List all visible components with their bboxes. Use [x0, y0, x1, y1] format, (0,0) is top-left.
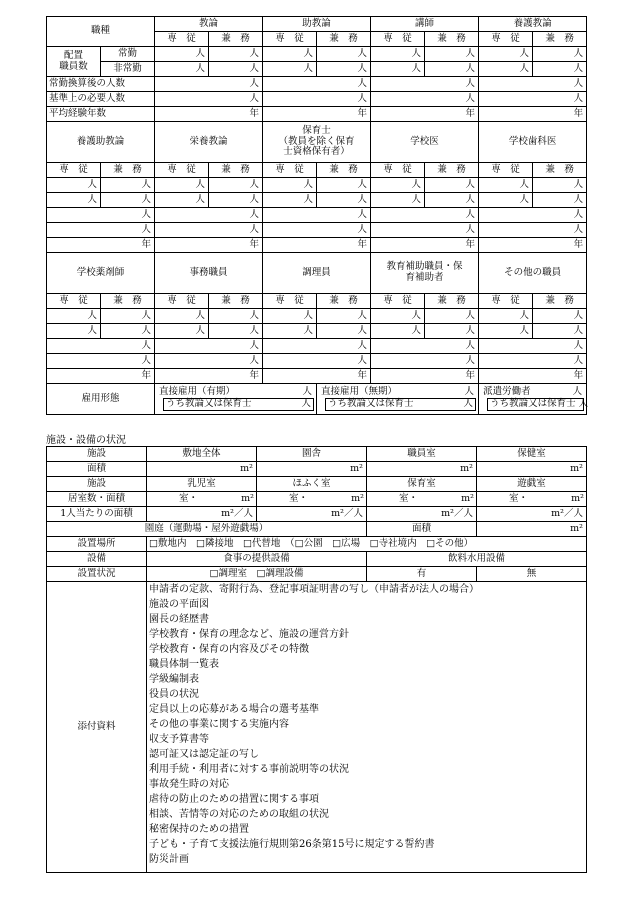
facility-header: 園舎: [257, 447, 367, 462]
summary-cell[interactable]: 人: [155, 339, 263, 354]
count-cell[interactable]: 人: [425, 178, 479, 193]
attachment-item: 職員体制一覧表: [149, 659, 219, 670]
table-row: [47, 507, 587, 522]
attachment-item: 学校教育・保育の理念など、施設の運営方針: [149, 629, 349, 640]
count-cell[interactable]: 人: [479, 62, 533, 77]
table-row: [47, 223, 587, 238]
summary-cell[interactable]: 年: [371, 107, 479, 122]
count-cell[interactable]: 人: [317, 324, 371, 339]
summary-cell[interactable]: 年: [263, 369, 371, 384]
sub-header: 兼 務: [101, 163, 155, 178]
sub-header: 専 従: [479, 163, 533, 178]
attachment-item: 申請者の定款、寄附行為、登記事項証明書の写し（申請者が法人の場合）: [149, 584, 479, 595]
facility-header: 遊戯室: [477, 477, 587, 492]
job-column-header: 学校薬剤師: [47, 253, 155, 294]
table-row: [47, 17, 587, 32]
table-row: [47, 552, 587, 567]
count-cell[interactable]: 人: [479, 309, 533, 324]
rooms-cell[interactable]: 室・ m²: [367, 492, 477, 507]
summary-cell[interactable]: 人: [371, 208, 479, 223]
rooms-cell[interactable]: 室・ m²: [257, 492, 367, 507]
per-person-cell[interactable]: m²／人: [147, 507, 257, 522]
rooms-label: 居室数・面積: [47, 492, 147, 507]
staff-table: [46, 16, 587, 415]
area-label: 面積: [47, 462, 147, 477]
job-column-header: 事務職員: [155, 253, 263, 294]
summary-cell[interactable]: 年: [371, 369, 479, 384]
count-cell[interactable]: 人: [533, 178, 587, 193]
count-cell[interactable]: 人: [209, 62, 263, 77]
count-cell[interactable]: 人: [533, 193, 587, 208]
count-cell[interactable]: 人: [425, 47, 479, 62]
sub-header: 専 従: [263, 294, 317, 309]
summary-cell[interactable]: 人: [155, 77, 263, 92]
employment-type-label: 雇用形態: [47, 384, 155, 415]
area-cell[interactable]: m²: [147, 462, 257, 477]
summary-cell[interactable]: 年: [479, 369, 587, 384]
attachment-item: 子ども・子育て支援法施行規則第26条第15号に規定する誓約書: [149, 839, 435, 850]
sub-header: 兼 務: [317, 163, 371, 178]
job-column-header: 学校医: [371, 122, 479, 163]
count-cell[interactable]: 人: [209, 324, 263, 339]
summary-cell[interactable]: 年: [47, 369, 155, 384]
dispatch-worker[interactable]: 派遣労働者 人 うち教論又は保育士 人: [479, 384, 587, 415]
count-cell[interactable]: 人: [533, 324, 587, 339]
facility-header: 保健室: [477, 447, 587, 462]
summary-row-label: 常勤換算後の人数: [47, 77, 155, 92]
sub-header: 兼 務: [209, 163, 263, 178]
count-cell[interactable]: 人: [317, 193, 371, 208]
area-cell[interactable]: m²: [257, 462, 367, 477]
food-equipment-header: 食事の提供設備: [147, 552, 367, 567]
job-column-header: 調理員: [263, 253, 371, 294]
area-cell[interactable]: m²: [367, 462, 477, 477]
table-row: [47, 294, 587, 309]
direct-fixed-term[interactable]: 直接雇用（有期） 人 うち教論又は保育士 人: [155, 384, 317, 415]
staff-count-label: 配置 職員数: [47, 47, 101, 77]
table-row: [47, 178, 587, 193]
summary-cell[interactable]: 年: [479, 238, 587, 253]
count-cell[interactable]: 人: [47, 324, 101, 339]
summary-cell[interactable]: 人: [371, 92, 479, 107]
job-column-header: 栄養教論: [155, 122, 263, 163]
table-row: [47, 354, 587, 369]
summary-cell[interactable]: 年: [155, 369, 263, 384]
table-row: [47, 309, 587, 324]
summary-cell[interactable]: 人: [371, 223, 479, 238]
sub-header: 専 従: [263, 32, 317, 47]
count-cell[interactable]: 人: [209, 178, 263, 193]
count-cell[interactable]: 人: [425, 324, 479, 339]
job-column-header: 講師: [371, 17, 479, 32]
sub-header: 兼 務: [533, 294, 587, 309]
attachment-item: 虐待の防止のための措置に関する事項: [149, 794, 319, 805]
yard-area-cell[interactable]: m²: [477, 522, 587, 537]
count-cell[interactable]: 人: [101, 324, 155, 339]
equipment-label: 設備: [47, 552, 147, 567]
count-cell[interactable]: 人: [263, 178, 317, 193]
job-column-header: 学校歯科医: [479, 122, 587, 163]
summary-cell[interactable]: 人: [47, 354, 155, 369]
summary-cell[interactable]: 人: [479, 208, 587, 223]
facility-caption: 施設・設備の状況: [46, 435, 126, 446]
table-row: [47, 522, 587, 537]
facility-header: 乳児室: [147, 477, 257, 492]
table-row: [47, 122, 587, 163]
job-column-header: 養護教論: [479, 17, 587, 32]
water-equipment-header: 飲料水用設備: [367, 552, 587, 567]
sub-header: 専 従: [47, 163, 101, 178]
summary-cell[interactable]: 人: [155, 92, 263, 107]
sub-header: 兼 務: [425, 294, 479, 309]
count-cell[interactable]: 人: [155, 309, 209, 324]
count-cell[interactable]: 人: [263, 47, 317, 62]
count-cell[interactable]: 人: [101, 309, 155, 324]
count-cell[interactable]: 人: [155, 47, 209, 62]
count-cell[interactable]: 人: [101, 178, 155, 193]
attachment-item: 相談、苦情等の対応のための取組の状況: [149, 809, 329, 820]
attachment-item: 利用手続・利用者に対する事前説明等の状況: [149, 764, 349, 775]
facility-label: 施設: [47, 447, 147, 462]
count-cell[interactable]: 人: [47, 178, 101, 193]
summary-cell[interactable]: 人: [263, 354, 371, 369]
summary-cell[interactable]: 人: [263, 223, 371, 238]
facility-header: ほふく室: [257, 477, 367, 492]
summary-row-label: 平均経験年数: [47, 107, 155, 122]
summary-cell[interactable]: 人: [479, 92, 587, 107]
attachment-item: 施設の平面図: [149, 599, 209, 610]
parttime-label: 非常勤: [101, 62, 155, 77]
per-person-cell[interactable]: m²／人: [367, 507, 477, 522]
summary-cell[interactable]: 人: [47, 339, 155, 354]
summary-cell[interactable]: 人: [263, 92, 371, 107]
job-column-header: 養護助教論: [47, 122, 155, 163]
summary-cell[interactable]: 年: [155, 107, 263, 122]
sub-header: 専 従: [155, 294, 209, 309]
count-cell[interactable]: 人: [317, 309, 371, 324]
water-no[interactable]: 無: [477, 567, 587, 582]
count-cell[interactable]: 人: [425, 62, 479, 77]
yard-label: 園庭（運動場・屋外遊戯場）: [47, 522, 367, 537]
table-row: [47, 253, 587, 294]
table-row: [47, 238, 587, 253]
table-row: [47, 77, 587, 92]
count-cell[interactable]: 人: [371, 324, 425, 339]
summary-cell[interactable]: 人: [263, 339, 371, 354]
summary-cell[interactable]: 人: [155, 223, 263, 238]
per-person-cell[interactable]: m²／人: [477, 507, 587, 522]
sub-header: 専 従: [155, 32, 209, 47]
count-cell[interactable]: 人: [209, 47, 263, 62]
table-row: [47, 163, 587, 178]
table-row: [47, 208, 587, 223]
count-cell[interactable]: 人: [479, 178, 533, 193]
attachment-item: 定員以上の応募がある場合の選考基準: [149, 704, 319, 715]
count-cell[interactable]: 人: [209, 193, 263, 208]
count-cell[interactable]: 人: [101, 193, 155, 208]
area-cell[interactable]: m²: [477, 462, 587, 477]
summary-cell[interactable]: 年: [47, 238, 155, 253]
count-cell[interactable]: 人: [47, 193, 101, 208]
sub-header: 兼 務: [533, 163, 587, 178]
count-cell[interactable]: 人: [155, 62, 209, 77]
attachment-item: 役員の状況: [149, 689, 199, 700]
location-options[interactable]: □敷地内 □隣接地 □代替地 （□公園 □広場 □寺社境内 □その他）: [147, 537, 587, 552]
summary-cell[interactable]: 人: [371, 354, 479, 369]
count-cell[interactable]: 人: [479, 324, 533, 339]
table-row: [47, 477, 587, 492]
count-cell[interactable]: 人: [155, 324, 209, 339]
count-cell[interactable]: 人: [425, 309, 479, 324]
attachment-item: 秘密保持のための措置: [149, 824, 249, 835]
sub-header: 専 従: [371, 294, 425, 309]
summary-cell[interactable]: 年: [479, 107, 587, 122]
sub-header: 兼 務: [101, 294, 155, 309]
rooms-cell[interactable]: 室・ m²: [147, 492, 257, 507]
sub-header: 専 従: [371, 163, 425, 178]
count-cell[interactable]: 人: [155, 178, 209, 193]
job-column-header: 教育補助職員・保 育補助者: [371, 253, 479, 294]
table-row: [47, 92, 587, 107]
count-cell[interactable]: 人: [155, 193, 209, 208]
count-cell[interactable]: 人: [317, 62, 371, 77]
attachment-item: 防災計画: [149, 854, 189, 865]
facility-table: [46, 446, 587, 873]
yard-area-label: 面積: [367, 522, 477, 537]
summary-cell[interactable]: 年: [263, 238, 371, 253]
job-type-header: 職種: [47, 17, 155, 47]
per-person-label: 1人当たりの面積: [47, 507, 147, 522]
sub-header: 兼 務: [209, 294, 263, 309]
attachment-item: 事故発生時の対応: [149, 779, 229, 790]
table-row: [47, 492, 587, 507]
facility-header: 職員室: [367, 447, 477, 462]
job-column-header: 助教論: [263, 17, 371, 32]
count-cell[interactable]: 人: [317, 178, 371, 193]
count-cell[interactable]: 人: [371, 309, 425, 324]
facility-header: 敷地全体: [147, 447, 257, 462]
table-row: [47, 324, 587, 339]
water-yes[interactable]: 有: [367, 567, 477, 582]
summary-cell[interactable]: 人: [47, 208, 155, 223]
count-cell[interactable]: 人: [371, 47, 425, 62]
sub-header: 兼 務: [317, 32, 371, 47]
count-cell[interactable]: 人: [263, 193, 317, 208]
fulltime-label: 常勤: [101, 47, 155, 62]
count-cell[interactable]: 人: [425, 193, 479, 208]
table-row: [47, 193, 587, 208]
sub-header: 専 従: [155, 163, 209, 178]
count-cell[interactable]: 人: [47, 309, 101, 324]
job-column-header: 保育士 （教員を除く保育 士資格保有者）: [263, 122, 371, 163]
summary-cell[interactable]: 年: [371, 238, 479, 253]
sub-header: 専 従: [47, 294, 101, 309]
count-cell[interactable]: 人: [533, 47, 587, 62]
summary-cell[interactable]: 人: [263, 77, 371, 92]
attachment-item: 認可証又は認定証の写し: [149, 749, 259, 760]
install-status-label: 設置状況: [47, 567, 147, 582]
attachment-item: その他の事業に関する実施内容: [149, 719, 289, 730]
facility-header: 保育室: [367, 477, 477, 492]
sub-header: 兼 務: [533, 32, 587, 47]
summary-cell[interactable]: 年: [263, 107, 371, 122]
sub-header: 専 従: [479, 294, 533, 309]
summary-cell[interactable]: 人: [155, 208, 263, 223]
attachment-item: 学級編制表: [149, 674, 199, 685]
table-row: [47, 447, 587, 462]
sub-header: 兼 務: [425, 163, 479, 178]
sub-header: 兼 務: [317, 294, 371, 309]
summary-cell[interactable]: 人: [371, 339, 479, 354]
attachment-item: 収支予算書等: [149, 734, 209, 745]
count-cell[interactable]: 人: [317, 47, 371, 62]
facility-label: 施設: [47, 477, 147, 492]
sub-header: 兼 務: [425, 32, 479, 47]
rooms-cell[interactable]: 室・ m²: [477, 492, 587, 507]
job-column-header: 教論: [155, 17, 263, 32]
count-cell[interactable]: 人: [533, 62, 587, 77]
summary-cell[interactable]: 人: [263, 208, 371, 223]
table-row: [47, 47, 587, 62]
attachment-item: 園長の経歴書: [149, 614, 209, 625]
table-row: [47, 339, 587, 354]
summary-cell[interactable]: 人: [479, 77, 587, 92]
count-cell[interactable]: 人: [479, 47, 533, 62]
table-row: [47, 107, 587, 122]
per-person-cell[interactable]: m²／人: [257, 507, 367, 522]
sub-header: 専 従: [371, 32, 425, 47]
location-label: 設置場所: [47, 537, 147, 552]
count-cell[interactable]: 人: [479, 193, 533, 208]
count-cell[interactable]: 人: [263, 309, 317, 324]
count-cell[interactable]: 人: [263, 324, 317, 339]
count-cell[interactable]: 人: [533, 309, 587, 324]
sub-header: 専 従: [479, 32, 533, 47]
summary-row-label: 基準上の必要人数: [47, 92, 155, 107]
summary-cell[interactable]: 人: [479, 339, 587, 354]
attachments-list: [147, 582, 587, 873]
table-row: [47, 567, 587, 582]
count-cell[interactable]: 人: [371, 62, 425, 77]
cooking-options[interactable]: □調理室 □調理設備: [147, 567, 367, 582]
direct-indefinite[interactable]: 直接雇用（無期） 人 うち教論又は保育士 人: [317, 384, 479, 415]
sub-header: 兼 務: [209, 32, 263, 47]
table-row: [47, 537, 587, 552]
table-row: [47, 582, 587, 873]
attachment-item: 学校教育・保育の内容及びその特徴: [149, 644, 309, 655]
summary-cell[interactable]: 人: [155, 354, 263, 369]
table-row: [47, 462, 587, 477]
count-cell[interactable]: 人: [263, 62, 317, 77]
table-row: [47, 62, 587, 77]
count-cell[interactable]: 人: [371, 193, 425, 208]
count-cell[interactable]: 人: [371, 178, 425, 193]
job-column-header: その他の職員: [479, 253, 587, 294]
count-cell[interactable]: 人: [209, 309, 263, 324]
attachments-label: 添付資料: [47, 582, 147, 873]
summary-cell[interactable]: 年: [155, 238, 263, 253]
summary-cell[interactable]: 人: [479, 354, 587, 369]
table-row: [47, 369, 587, 384]
summary-cell[interactable]: 人: [479, 223, 587, 238]
sub-header: 専 従: [263, 163, 317, 178]
summary-cell[interactable]: 人: [371, 77, 479, 92]
summary-cell[interactable]: 人: [47, 223, 155, 238]
